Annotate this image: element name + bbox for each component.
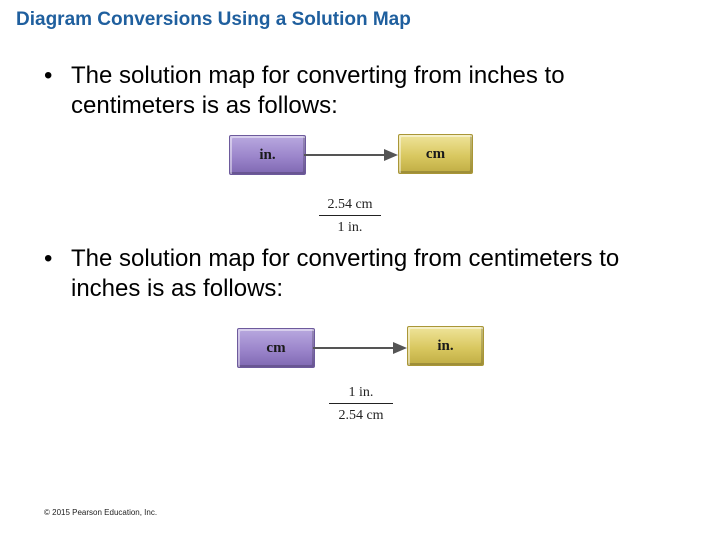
bullet-point-1 <box>44 61 694 121</box>
solution-map-cm-to-inches <box>237 326 487 430</box>
copyright-footer: © 2015 Pearson Education, Inc. <box>44 508 158 517</box>
to-unit-box: cm <box>398 134 473 174</box>
solution-map-inches-to-cm <box>229 134 474 238</box>
from-unit-box: in. <box>229 135 306 175</box>
slide-title: Diagram Conversions Using a Solution Map <box>16 9 411 30</box>
bullet-symbol: • <box>44 62 53 89</box>
factor-numerator: 1 in. <box>348 385 374 400</box>
conversion-factor <box>319 196 381 236</box>
factor-denominator: 2.54 cm <box>338 408 384 423</box>
conversion-arrow <box>304 146 400 164</box>
conversion-factor <box>329 384 393 424</box>
fraction-bar <box>329 403 393 404</box>
to-unit-box: in. <box>407 326 484 366</box>
factor-numerator: 2.54 cm <box>327 197 373 212</box>
fraction-bar <box>319 215 381 216</box>
factor-denominator: 1 in. <box>337 220 363 235</box>
bullet-text: The solution map for converting from inches to centimeters is as follows: <box>71 62 565 119</box>
bullet-point-2 <box>44 244 694 304</box>
conversion-arrow <box>313 339 409 357</box>
from-unit-box: cm <box>237 328 315 368</box>
bullet-text: The solution map for converting from centimeters to inches is as follows: <box>71 245 620 302</box>
bullet-symbol: • <box>44 245 53 272</box>
